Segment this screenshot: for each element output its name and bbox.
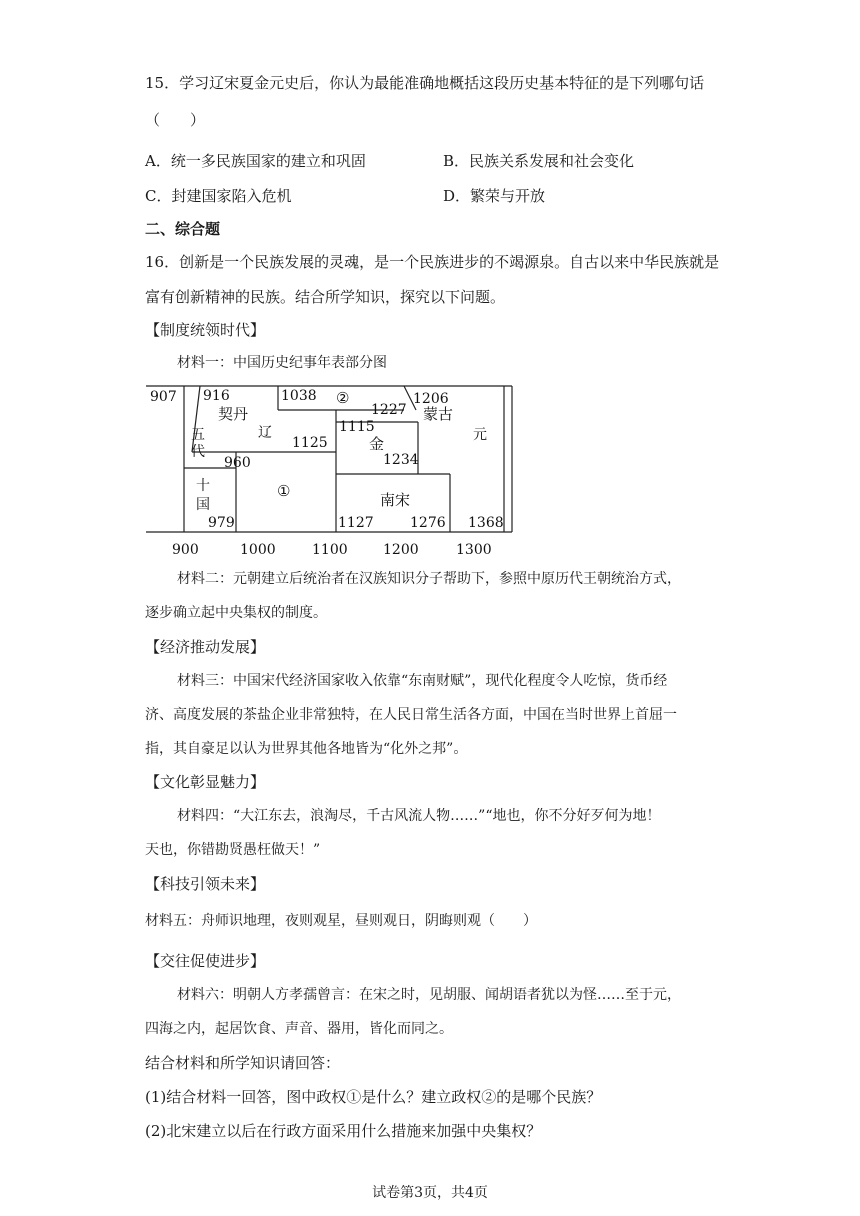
year-1038: 1038 bbox=[281, 388, 317, 404]
material-3-line2: 济、高度发展的茶盐企业非常独特，在人民日常生活各方面，中国在当时世界上首屈一 bbox=[145, 707, 677, 723]
year-1125: 1125 bbox=[292, 435, 328, 451]
heading-technology: 【科技引领未来】 bbox=[145, 875, 266, 893]
heading-exchange: 【交往促使进步】 bbox=[145, 952, 266, 970]
regime-yuan: 元 bbox=[473, 427, 487, 443]
q15-stem: 15．学习辽宋夏金元史后，你认为最能准确地概括这段历史基本特征的是下列哪句话 bbox=[145, 74, 705, 92]
regime-ten-kingdoms-2: 国 bbox=[196, 497, 210, 513]
answer-prompt: 结合材料和所学知识请回答： bbox=[145, 1054, 341, 1072]
year-979: 979 bbox=[208, 515, 235, 531]
regime-five-dynasties-1: 五 bbox=[191, 427, 205, 443]
year-1115: 1115 bbox=[339, 419, 375, 435]
year-1227: 1227 bbox=[371, 402, 407, 418]
axis-tick-1200: 1200 bbox=[383, 542, 419, 558]
material-6-line1: 材料六：明朝人方孝孺曾言：在宋之时，见胡服、闻胡语者犹以为怪……至于元， bbox=[177, 987, 681, 1003]
axis-tick-1000: 1000 bbox=[240, 542, 276, 558]
heading-culture: 【文化彰显魅力】 bbox=[145, 773, 266, 791]
material-3-line1: 材料三：中国宋代经济国家收入依靠“东南财赋”，现代化程度令人吃惊，货币经 bbox=[177, 673, 668, 689]
material-4-line2: 天也，你错勘贤愚枉做天！” bbox=[145, 842, 321, 858]
regime-khitan: 契丹 bbox=[218, 405, 249, 423]
regime-jin: 金 bbox=[369, 435, 385, 453]
page-footer: 试卷第3页，共4页 bbox=[372, 1185, 488, 1201]
year-907: 907 bbox=[150, 389, 177, 405]
q15-answer-paren: （ ） bbox=[145, 111, 206, 129]
material-2-line2: 逐步确立起中央集权的制度。 bbox=[145, 605, 327, 621]
q15-option-d: D．繁荣与开放 bbox=[443, 187, 546, 205]
q15-option-b: B．民族关系发展和社会变化 bbox=[443, 152, 635, 170]
year-916: 916 bbox=[203, 388, 230, 404]
year-960: 960 bbox=[224, 455, 251, 471]
year-1368: 1368 bbox=[468, 515, 504, 531]
material-4-line1: 材料四：“大江东去，浪淘尽，千古风流人物……”“地也，你不分好歹何为地！ bbox=[177, 808, 661, 824]
axis-tick-900: 900 bbox=[172, 542, 199, 558]
material-1-label: 材料一：中国历史纪事年表部分图 bbox=[177, 355, 387, 371]
year-1127: 1127 bbox=[338, 515, 374, 531]
history-timeline-chart bbox=[140, 382, 520, 562]
q16-intro-line2: 富有创新精神的民族。结合所学知识，探究以下问题。 bbox=[145, 288, 506, 306]
q16-intro-line1: 16．创新是一个民族发展的灵魂，是一个民族进步的不竭源泉。自古以来中华民族就是 bbox=[145, 253, 720, 271]
axis-tick-1300: 1300 bbox=[456, 542, 492, 558]
regime-southern-song: 南宋 bbox=[380, 491, 411, 509]
regime-liao: 辽 bbox=[258, 425, 272, 441]
regime-mongol: 蒙古 bbox=[423, 405, 454, 423]
heading-economy: 【经济推动发展】 bbox=[145, 638, 266, 656]
q15-option-a: A．统一多民族国家的建立和巩固 bbox=[145, 152, 366, 170]
sub-question-2: (2)北宋建立以后在行政方面采用什么措施来加强中央集权？ bbox=[145, 1122, 542, 1140]
material-5: 材料五：舟师识地理，夜则观星，昼则观日，阴晦则观（ ） bbox=[145, 913, 537, 929]
material-2-line1: 材料二：元朝建立后统治者在汉族知识分子帮助下，参照中原历代王朝统治方式， bbox=[177, 571, 681, 587]
heading-institution: 【制度统领时代】 bbox=[145, 321, 266, 339]
regime-1-marker: ① bbox=[277, 482, 291, 500]
q15-option-c: C．封建国家陷入危机 bbox=[145, 187, 292, 205]
year-1206: 1206 bbox=[413, 391, 449, 407]
material-6-line2: 四海之内，起居饮食、声音、器用，皆化而同之。 bbox=[145, 1021, 453, 1037]
regime-five-dynasties-2: 代 bbox=[191, 444, 205, 460]
regime-ten-kingdoms-1: 十 bbox=[196, 478, 210, 494]
section-title: 二、综合题 bbox=[145, 220, 221, 238]
axis-tick-1100: 1100 bbox=[312, 542, 348, 558]
regime-2-marker: ② bbox=[336, 389, 350, 407]
year-1234: 1234 bbox=[383, 452, 419, 468]
material-3-line3: 指，其自豪足以认为世界其他各地皆为“化外之邦”。 bbox=[145, 741, 468, 757]
sub-question-1: (1)结合材料一回答，图中政权①是什么？建立政权②的是哪个民族？ bbox=[145, 1088, 602, 1106]
year-1276: 1276 bbox=[410, 515, 446, 531]
